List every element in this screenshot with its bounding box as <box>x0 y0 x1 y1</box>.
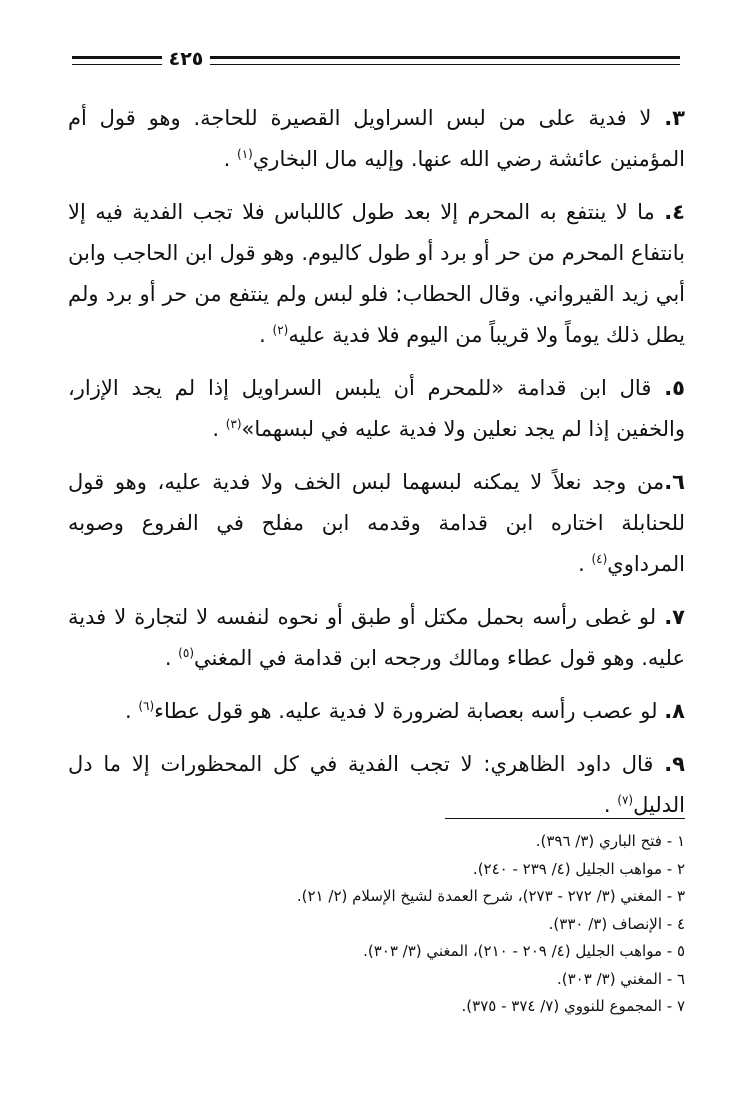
paragraph-text: لا فدية على من لبس السراويل القصيرة للحاجة. وهو قول أم المؤمنين عائشة رضي الله عنها. وإليه مال البخاري <box>68 106 685 171</box>
paragraph-9 <box>68 744 685 826</box>
footnotes-list <box>200 828 685 1021</box>
paragraph-number: ٦. <box>664 470 685 494</box>
paragraph-5 <box>68 368 685 450</box>
paragraph-7 <box>68 597 685 679</box>
paragraph-end: . <box>164 646 179 670</box>
paragraph-text: قال ابن قدامة «للمحرم أن يلبس السراويل إذا لم يجد الإزار، والخفين إذا لم يجد نعلين ولا فدية عليه في لبسهما» <box>68 376 685 441</box>
paragraph-number: ٥. <box>664 376 685 400</box>
page-number: ٤٢٥ <box>168 48 204 70</box>
paragraph-8 <box>68 691 685 732</box>
paragraph-text: لو عصب رأسه بعصابة لضرورة لا فدية عليه. هو قول عطاء <box>154 699 665 723</box>
paragraph-number: ٨. <box>664 699 685 723</box>
paragraph-number: ٣. <box>664 106 685 130</box>
paragraph-text: ما لا ينتفع به المحرم إلا بعد طول كاللباس فلا تجب الفدية فيه إلا بانتفاع المحرم من حر أو برد أو طول كاليوم. وهو قول ابن الحاجب وابن أبي زيد القيرواني. وقال الحطاب: فلو لبس ولم ينتفع من حر أو برد ولم يطل ذلك يوماً ولا قريباً من اليوم فلا فدية عليه <box>68 200 685 347</box>
footnote-separator <box>445 818 685 819</box>
paragraph-end: . <box>603 793 618 817</box>
footnote-7: ٧ - المجموع للنووي (٧/ ٣٧٤ - ٣٧٥). <box>461 997 685 1015</box>
footnote-ref: (٧) <box>617 793 634 807</box>
paragraph-4 <box>68 192 685 356</box>
footnote-2: ٢ - مواهب الجليل (٤/ ٢٣٩ - ٢٤٠). <box>472 859 685 878</box>
paragraph-number: ٤. <box>664 200 685 224</box>
paragraph-end: . <box>124 699 139 723</box>
paragraph-text: قال داود الظاهري: لا تجب الفدية في كل المحظورات إلا ما دل الدليل <box>68 752 685 817</box>
paragraph-6 <box>68 462 685 585</box>
footnote-3: ٣ - المغني (٣/ ٢٧٢ - ٢٧٣)، شرح العمدة لشيخ الإسلام (٢/ ٢١). <box>296 887 685 905</box>
paragraph-end: . <box>223 147 238 171</box>
header-rule-right <box>210 56 680 65</box>
paragraph-3 <box>68 98 685 180</box>
paragraph-end: . <box>259 323 273 347</box>
paragraph-text: لو غطى رأسه بحمل مكتل أو طبق أو نحوه لنفسه لا لتجارة لا فدية عليه. وهو قول عطاء ومالك ورجحه ابن قدامة في المغني <box>68 605 685 670</box>
footnote-6: ٦ - المغني (٣/ ٣٠٣). <box>557 969 685 988</box>
body-text <box>68 98 685 838</box>
paragraph-text: من وجد نعلاً لا يمكنه لبسهما لبس الخف ولا فدية عليه، وهو قول للحنابلة اختاره ابن قدامة وقدمه ابن مفلح في الفروع وصوبه المرداوي <box>68 470 685 576</box>
footnote-1: ١ - فتح الباري (٣/ ٣٩٦). <box>535 832 685 850</box>
footnote-ref: (٤) <box>591 552 608 566</box>
footnote-ref: (١) <box>237 147 253 161</box>
paragraph-number: ٧. <box>664 605 685 629</box>
footnote-ref: (٦) <box>138 699 155 713</box>
paragraph-number: ٩. <box>664 752 685 776</box>
footnote-ref: (٢) <box>272 323 289 337</box>
page-header <box>72 48 680 70</box>
footnote-ref: (٣) <box>225 417 242 431</box>
paragraph-end: . <box>212 417 226 441</box>
footnote-5: ٥ - مواهب الجليل (٤/ ٢٠٩ - ٢١٠)، المغني (٣/ ٣٠٣). <box>363 942 685 960</box>
header-rule-left <box>72 56 162 65</box>
footnote-ref: (٥) <box>178 646 194 660</box>
paragraph-end: . <box>578 552 592 576</box>
footnote-4: ٤ - الإنصاف (٣/ ٣٣٠). <box>548 914 685 933</box>
